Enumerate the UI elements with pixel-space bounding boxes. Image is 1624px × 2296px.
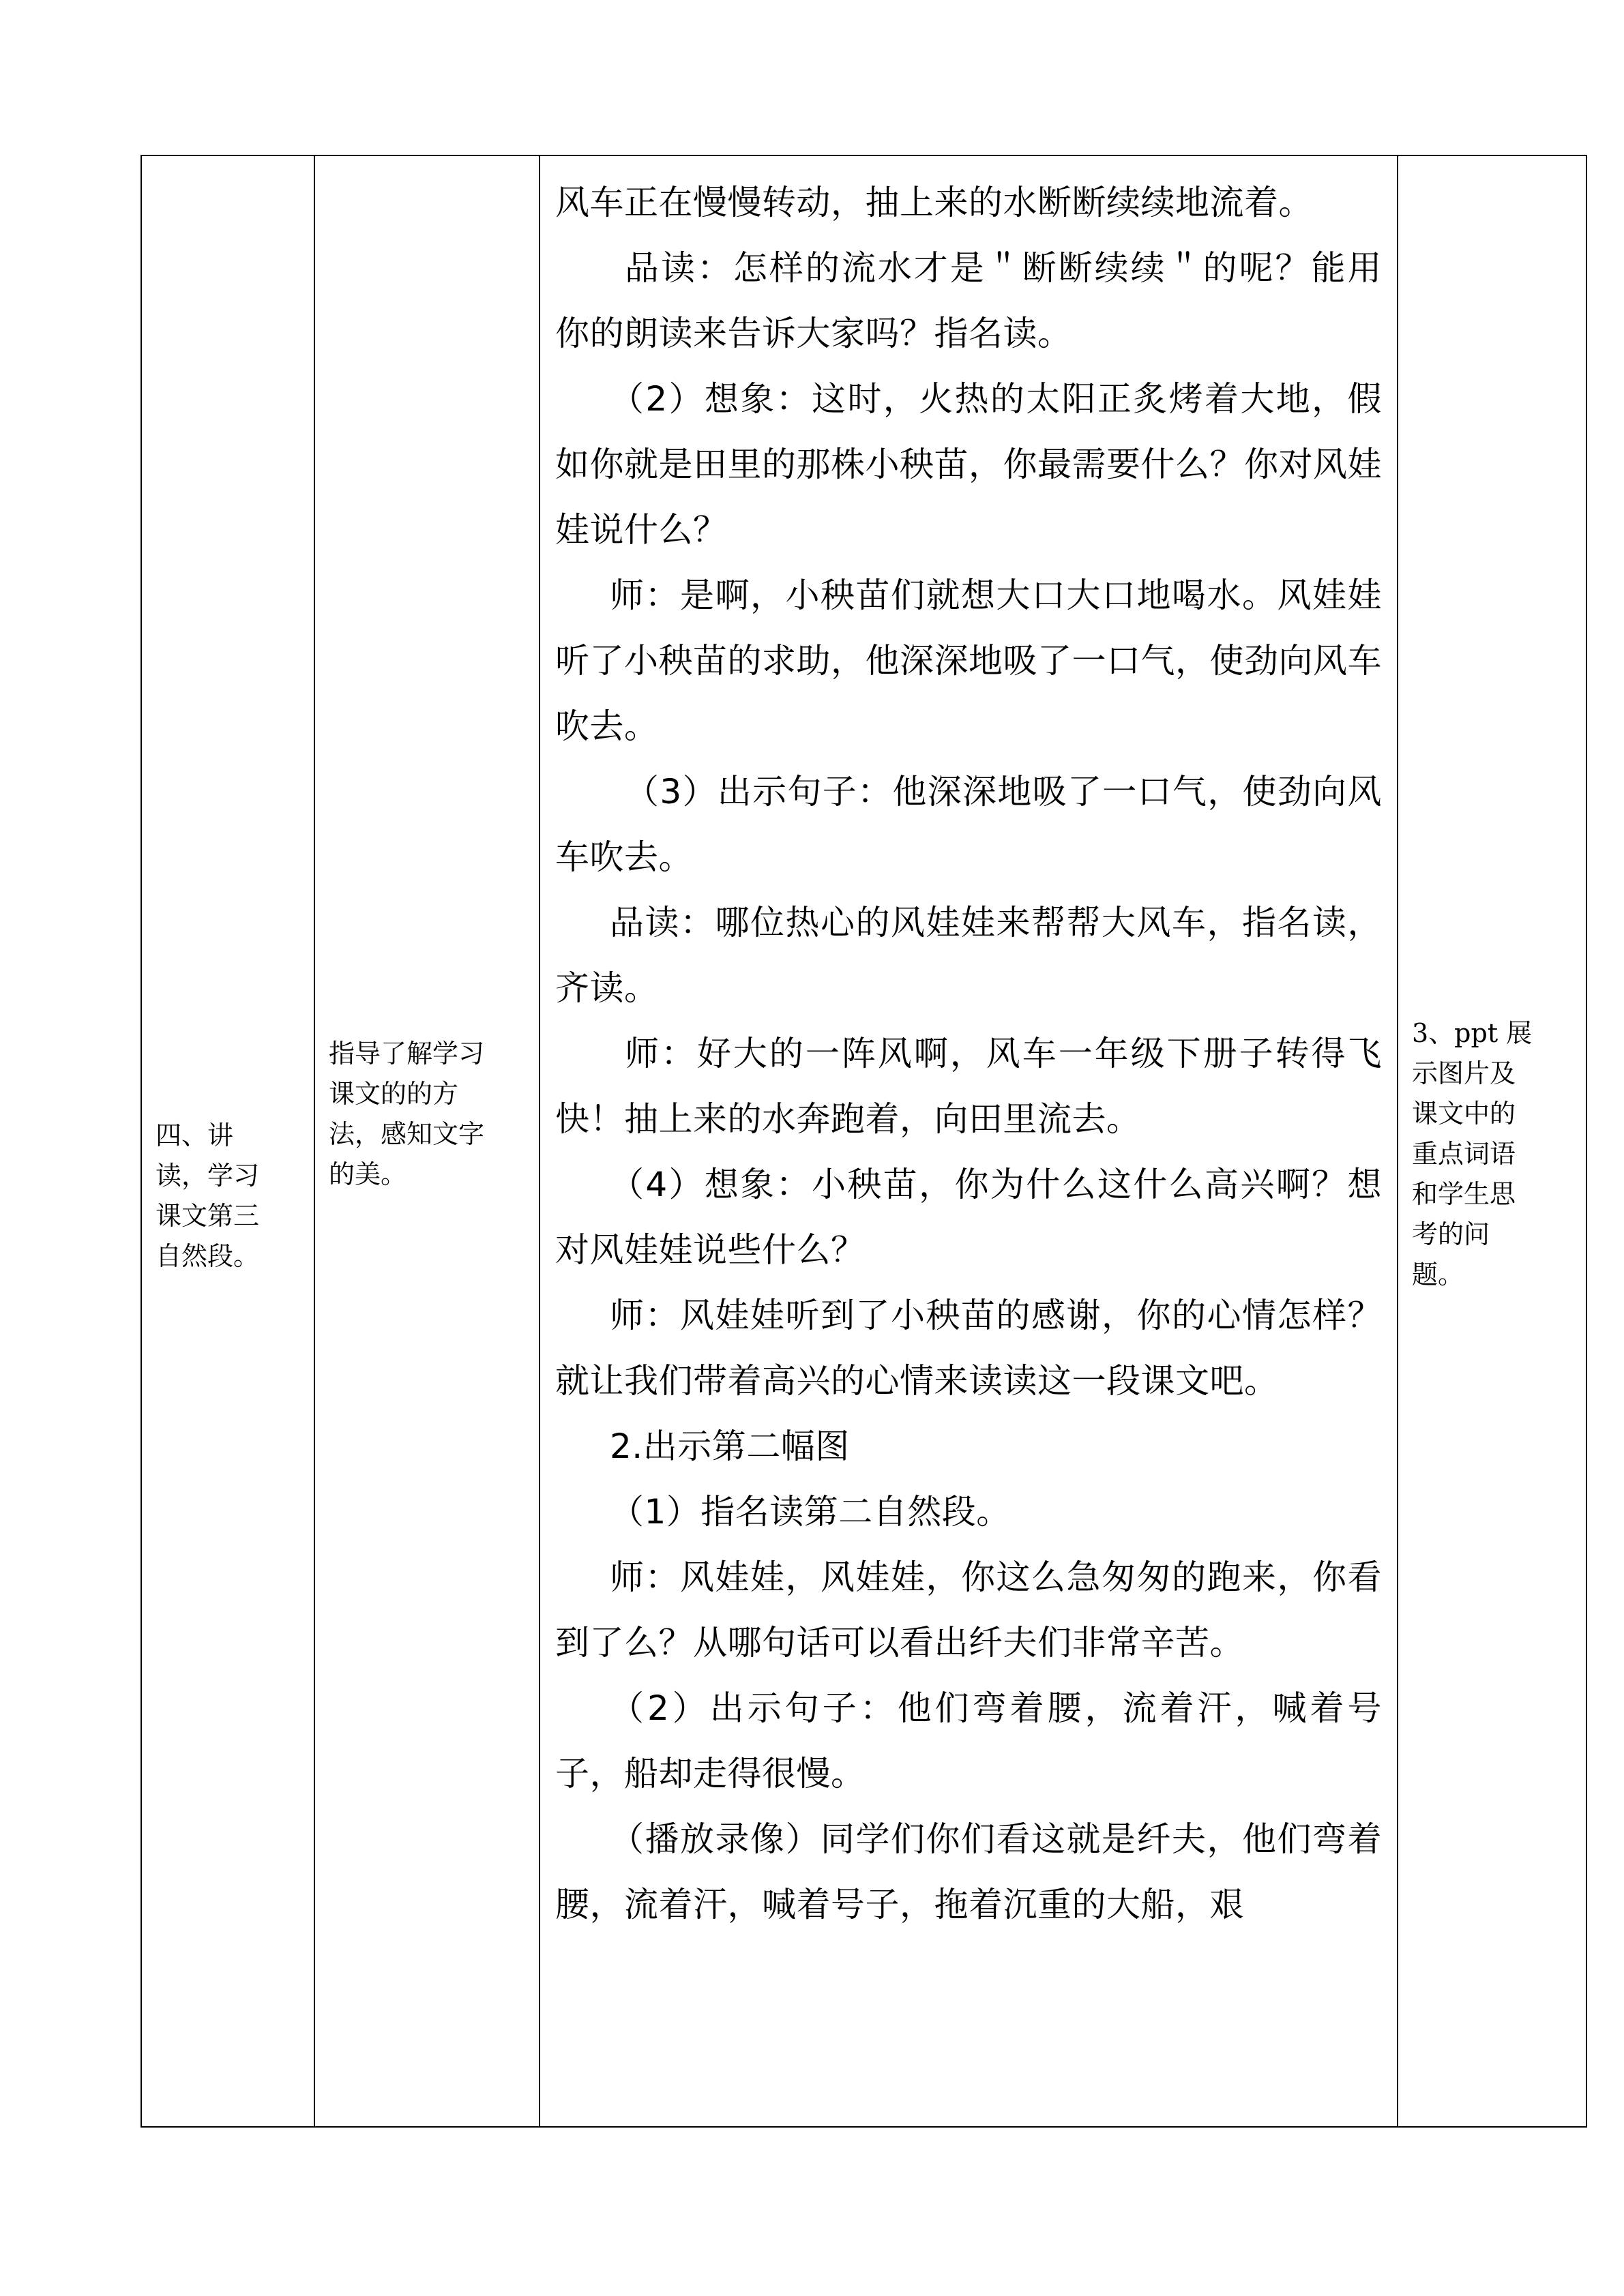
content-paragraph-5: （3）出示句子：他深深地吸了一口气，使劲向风车吹去。	[555, 772, 1382, 877]
content-paragraph-7: 师：好大的一阵风啊，风车一年级下册子转得飞快！抽上来的水奔跑着，向田里流去。	[555, 1034, 1382, 1139]
content-paragraph-11: （1）指名读第二自然段。	[610, 1492, 1011, 1532]
table-row	[141, 155, 1586, 2127]
content-paragraph-2: 品读：怎样的流水才是＂断断续续＂的呢？能用你的朗读来告诉大家吗？指名读。	[555, 248, 1382, 353]
content-paragraph-1: 风车正在慢慢转动，抽上来的水断断续续地流着。	[555, 183, 1313, 222]
resource-cell	[1398, 155, 1586, 2127]
stage-cell	[141, 155, 314, 2127]
content-paragraph-12: 师：风娃娃，风娃娃，你这么急匆匆的跑来，你看到了么？从哪句话可以看出纤夫们非常辛苦。	[555, 1557, 1382, 1663]
resource-text: 3、ppt 展 示图片及 课文中的 重点词语 和学生思 考的问 题。	[1412, 1018, 1533, 1289]
intent-cell	[314, 155, 540, 2127]
lesson-plan-table	[141, 155, 1587, 2128]
content-paragraph-6: 品读：哪位热心的风娃娃来帮帮大风车，指名读，齐读。	[555, 903, 1382, 1008]
intent-text: 指导了解学习 课文的的方 法，感知文字 的美。	[329, 1038, 485, 1189]
content-paragraph-9: 师：风娃娃听到了小秧苗的感谢，你的心情怎样？就让我们带着高兴的心情来读读这一段课文吧。	[555, 1296, 1382, 1401]
content-cell	[540, 155, 1398, 2127]
content-paragraph-13: （2）出示句子：他们弯着腰，流着汗，喊着号子，船却走得很慢。	[555, 1688, 1382, 1793]
content-paragraph-8: （4）想象：小秧苗，你为什么这什么高兴啊？想对风娃娃说些什么？	[555, 1165, 1382, 1270]
content-paragraph-14: （播放录像）同学们你们看这就是纤夫，他们弯着腰，流着汗，喊着号子，拖着沉重的大船，艰	[555, 1819, 1382, 1924]
content-paragraph-4: 师：是啊，小秧苗们就想大口大口地喝水。风娃娃听了小秧苗的求助，他深深地吸了一口气，使劲向风车吹去。	[555, 576, 1382, 746]
content-paragraph-3: （2）想象：这时，火热的太阳正炙烤着大地，假如你就是田里的那株小秧苗，你最需要什么？你对风娃娃说什么？	[555, 379, 1382, 550]
content-paragraph-10: 2.出示第二幅图	[610, 1427, 850, 1466]
stage-text: 四、讲 读，学习 课文第三 自然段。	[156, 1120, 260, 1271]
